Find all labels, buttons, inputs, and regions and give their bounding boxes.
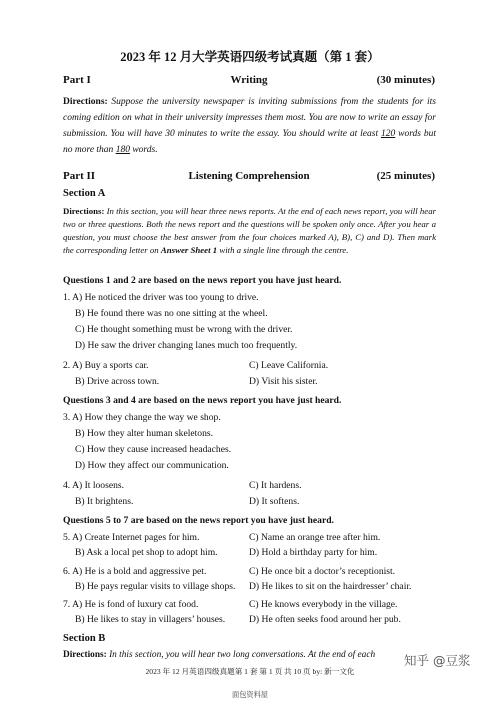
directions-label: Directions: — [63, 650, 107, 660]
option-4b: B) It brightens. — [75, 496, 134, 507]
option-4d: D) It softens. — [249, 496, 300, 507]
part-1-directions — [63, 94, 436, 158]
option-6b: B) He pays regular visits to village shops. — [75, 581, 236, 592]
option-4a: 4. A) It loosens. — [63, 480, 125, 491]
option-7a: 7. A) He is fond of luxury cat food. — [63, 599, 199, 610]
max-words: 180 — [115, 145, 130, 155]
option-2b: B) Drive across town. — [75, 376, 160, 387]
option-2d: D) Visit his sister. — [249, 376, 318, 387]
directions-text: In this section, you will hear three news reports. At the end of each news report, you will hear two or three questions. Both the news report and the questions will be spoken only once. After you hear a question, you must choose the best answer from the four choices marked A), B), C) and D). Then mark the corresponding letter on — [63, 206, 437, 255]
page-title: 2023 年 12 月大学英语四级考试真题（第 1 套） — [120, 50, 380, 64]
directions-text-2: words but no more than — [63, 129, 437, 155]
question-group-heading: Questions 3 and 4 are based on the news report you have just heard. — [63, 395, 342, 406]
section-b-title: Section B — [63, 633, 106, 644]
option-2c: C) Leave California. — [249, 360, 329, 371]
part-1-header — [63, 74, 435, 88]
part-2-name: Listening Comprehension — [188, 170, 310, 182]
option-3c: C) How they cause increased headaches. — [75, 444, 232, 455]
option-3d: D) How they affect our communication. — [75, 460, 229, 471]
option-4c: C) It hardens. — [249, 480, 302, 491]
directions-text-3: words. — [132, 145, 158, 155]
directions-text: Suppose the university newspaper is inviting submissions from the students for its coming edition on what in their university impresses them most. You are now to write an essay for submission. You will have 30 minutes to write the essay. You should write at least — [63, 97, 436, 139]
directions-label: Directions: — [63, 206, 105, 216]
option-5d: D) Hold a birthday party for him. — [249, 547, 378, 558]
option-7c: C) He knows everybody in the village. — [249, 599, 398, 610]
part-1-time: (30 minutes) — [376, 74, 435, 86]
option-3a: 3. A) How they change the way we shop. — [63, 412, 221, 423]
section-b-directions — [63, 648, 375, 662]
option-7b: B) He likes to stay in villagers’ houses. — [75, 614, 226, 625]
option-1c: C) He thought something must be wrong with the driver. — [75, 324, 293, 335]
directions-label: Directions: — [63, 97, 108, 107]
source-label: 面包资料屋 — [232, 691, 268, 699]
option-7d: D) He often seeks food around her pub. — [249, 614, 401, 625]
directions-text-2: with a single line through the centre. — [219, 245, 349, 255]
option-2a: 2. A) Buy a sports car. — [63, 360, 149, 371]
option-6a: 6. A) He is a bold and aggressive pet. — [63, 566, 207, 577]
part-2-label: Part II — [63, 170, 96, 182]
part-2-header — [63, 170, 435, 184]
option-5a: 5. A) Create Internet pages for him. — [63, 532, 200, 543]
part-1-name: Writing — [230, 74, 268, 86]
option-3b: B) How they alter human skeletons. — [75, 428, 214, 439]
option-6d: D) He likes to sit on the hairdresser’ chair. — [249, 581, 412, 592]
page-footer: 2023 年 12 月英语四级真题第 1 套 第 1 页 共 10 页 by: 新一文化 — [145, 667, 355, 676]
option-5b: B) Ask a local pet shop to adopt him. — [75, 547, 218, 558]
option-5c: C) Name an orange tree after him. — [249, 532, 381, 543]
option-1d: D) He saw the driver changing lanes much too frequently. — [75, 340, 298, 351]
option-6c: C) He once bit a doctor’s receptionist. — [249, 566, 396, 577]
directions-text: In this section, you will hear two long conversations. At the end of each — [109, 650, 376, 660]
option-1a: 1. A) He noticed the driver was too young to drive. — [63, 292, 259, 303]
question-group-heading: Questions 5 to 7 are based on the news report you have just heard. — [63, 515, 334, 526]
part-2-time: (25 minutes) — [376, 170, 435, 182]
part-2-directions — [63, 205, 436, 257]
option-1b: B) He found there was no one sitting at the wheel. — [75, 308, 268, 319]
section-a-title: Section A — [63, 188, 106, 199]
part-1-label: Part I — [63, 74, 91, 86]
question-group-heading: Questions 1 and 2 are based on the news report you have just heard. — [63, 275, 342, 286]
answer-sheet-ref: Answer Sheet 1 — [160, 245, 218, 255]
watermark: 知乎 @豆浆 — [404, 653, 471, 668]
min-words: 120 — [380, 129, 396, 139]
